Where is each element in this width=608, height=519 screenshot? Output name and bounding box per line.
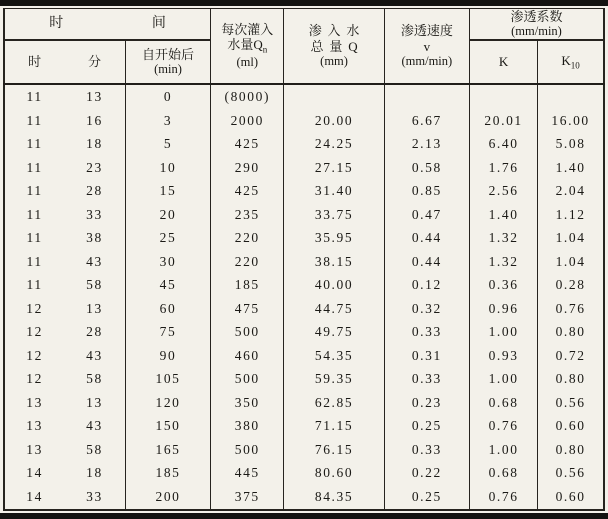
cell-since: 0	[125, 84, 210, 109]
cell-q: 24.25	[284, 133, 384, 156]
cell-qn: 460	[211, 344, 284, 367]
cell-minute: 43	[64, 344, 125, 367]
cell-k10: 1.40	[555, 159, 586, 175]
cell-k10	[538, 84, 604, 109]
cell-v	[384, 84, 469, 109]
cell-minute: 28	[64, 179, 125, 202]
cell-hour: 12	[26, 347, 43, 363]
cell-since: 150	[125, 414, 210, 437]
cell-hour: 11	[26, 183, 43, 199]
cell-k10: 0.56	[555, 394, 586, 410]
header-since-start: 自开始后 (min)	[125, 40, 210, 84]
cell-k: 1.40	[469, 203, 537, 226]
cell-qn: 185	[211, 273, 284, 296]
table-row	[4, 179, 604, 202]
cell-k10: 0.80	[555, 324, 586, 340]
cell-qn: 220	[211, 226, 284, 249]
cell-minute: 58	[64, 273, 125, 296]
cell-k10: 2.04	[555, 183, 586, 199]
cell-k: 1.76	[469, 156, 537, 179]
cell-v: 0.12	[384, 273, 469, 296]
cell-since: 3	[125, 109, 210, 132]
cell-minute: 33	[64, 485, 125, 510]
cell-q: 31.40	[284, 179, 384, 202]
cell-v: 0.85	[384, 179, 469, 202]
table-body	[4, 84, 604, 510]
cell-v: 0.33	[384, 367, 469, 390]
cell-k: 1.32	[469, 226, 537, 249]
cell-hour: 12	[26, 300, 43, 316]
cell-hour: 12	[26, 371, 43, 387]
cell-q: 33.75	[284, 203, 384, 226]
cell-hour: 11	[26, 253, 43, 269]
cell-k: 20.01	[469, 109, 537, 132]
cell-qn: 375	[211, 485, 284, 510]
cell-k: 2.56	[469, 179, 537, 202]
cell-q: 71.15	[284, 414, 384, 437]
cell-k10: 1.04	[555, 230, 586, 246]
cell-since: 200	[125, 485, 210, 510]
cell-v: 0.33	[384, 320, 469, 343]
cell-k: 0.36	[469, 273, 537, 296]
header-time-left: 时	[49, 15, 64, 31]
cell-q: 49.75	[284, 320, 384, 343]
cell-since: 25	[125, 226, 210, 249]
cell-qn: (8000)	[211, 84, 284, 109]
cell-q	[284, 84, 384, 109]
cell-minute: 58	[64, 367, 125, 390]
cell-hour: 12	[26, 324, 43, 340]
cell-since: 15	[125, 179, 210, 202]
header-hour: 时	[4, 40, 64, 84]
cell-since: 30	[125, 250, 210, 273]
cell-qn: 2000	[211, 109, 284, 132]
cell-v: 0.25	[384, 414, 469, 437]
cell-k10: 0.60	[555, 488, 586, 504]
cell-qn: 500	[211, 438, 284, 461]
cell-minute: 23	[64, 156, 125, 179]
cell-v: 0.25	[384, 485, 469, 510]
cell-q: 35.95	[284, 226, 384, 249]
cell-v: 0.23	[384, 391, 469, 414]
header-velocity: 渗透速度 v (mm/min)	[384, 9, 469, 85]
cell-qn: 500	[211, 320, 284, 343]
infiltration-data-table	[3, 8, 605, 511]
cell-since: 60	[125, 297, 210, 320]
cell-v: 2.13	[384, 133, 469, 156]
cell-v: 0.33	[384, 438, 469, 461]
cell-q: 84.35	[284, 485, 384, 510]
cell-q: 40.00	[284, 273, 384, 296]
cell-since: 105	[125, 367, 210, 390]
table-row	[4, 226, 604, 249]
cell-qn: 290	[211, 156, 284, 179]
cell-k: 1.00	[469, 367, 537, 390]
table-row	[4, 344, 604, 367]
cell-minute: 43	[64, 250, 125, 273]
cell-qn: 425	[211, 179, 284, 202]
table-row	[4, 414, 604, 437]
cell-k10: 1.04	[555, 253, 586, 269]
cell-hour: 14	[26, 465, 43, 481]
cell-hour: 11	[26, 277, 43, 293]
cell-k: 1.00	[469, 320, 537, 343]
table-row	[4, 133, 604, 156]
cell-k10: 0.56	[555, 465, 586, 481]
cell-v: 0.32	[384, 297, 469, 320]
table-row	[4, 250, 604, 273]
cell-k10: 0.80	[555, 371, 586, 387]
cell-since: 20	[125, 203, 210, 226]
cell-q: 80.60	[284, 461, 384, 484]
cell-since: 165	[125, 438, 210, 461]
cell-k10: 0.76	[555, 300, 586, 316]
cell-minute: 13	[64, 84, 125, 109]
cell-hour: 11	[26, 230, 43, 246]
cell-q: 54.35	[284, 344, 384, 367]
cell-q: 44.75	[284, 297, 384, 320]
header-time-group	[4, 9, 211, 41]
cell-k10: 0.80	[555, 441, 586, 457]
cell-qn: 445	[211, 461, 284, 484]
header-q-total: 渗入水 总量Q (mm)	[284, 9, 384, 85]
table-row	[4, 438, 604, 461]
cell-k: 0.68	[469, 391, 537, 414]
cell-since: 185	[125, 461, 210, 484]
cell-qn: 425	[211, 133, 284, 156]
cell-v: 0.22	[384, 461, 469, 484]
cell-qn: 500	[211, 367, 284, 390]
cell-hour: 13	[26, 418, 43, 434]
cell-k: 6.40	[469, 133, 537, 156]
table-row	[4, 297, 604, 320]
cell-hour: 11	[26, 206, 43, 222]
cell-since: 45	[125, 273, 210, 296]
cell-v: 0.31	[384, 344, 469, 367]
cell-k: 0.76	[469, 485, 537, 510]
cell-minute: 18	[64, 133, 125, 156]
cell-q: 59.35	[284, 367, 384, 390]
table-header	[4, 9, 604, 85]
cell-k10: 1.12	[555, 206, 586, 222]
cell-v: 0.44	[384, 250, 469, 273]
cell-k	[469, 84, 537, 109]
table-row	[4, 109, 604, 132]
cell-qn: 475	[211, 297, 284, 320]
cell-v: 0.58	[384, 156, 469, 179]
cell-k: 0.93	[469, 344, 537, 367]
cell-minute: 18	[64, 461, 125, 484]
table-row	[4, 273, 604, 296]
cell-v: 0.44	[384, 226, 469, 249]
cell-hour: 11	[26, 136, 43, 152]
cell-k: 1.32	[469, 250, 537, 273]
table-row	[4, 391, 604, 414]
table-row	[4, 203, 604, 226]
header-k10: $K_{10}$	[538, 40, 604, 84]
cell-since: 10	[125, 156, 210, 179]
cell-v: 0.47	[384, 203, 469, 226]
cell-minute: 28	[64, 320, 125, 343]
cell-minute: 38	[64, 226, 125, 249]
cell-k10: 0.28	[555, 277, 586, 293]
cell-k: 0.76	[469, 414, 537, 437]
cell-hour: 11	[26, 159, 43, 175]
table-row	[4, 320, 604, 343]
header-k-group: 渗透系数 (mm/min)	[469, 9, 604, 41]
cell-hour: 11	[26, 89, 43, 105]
cell-k: 1.00	[469, 438, 537, 461]
cell-k10: 0.72	[555, 347, 586, 363]
cell-k10: 0.60	[555, 418, 586, 434]
cell-q: 76.15	[284, 438, 384, 461]
header-qn: 每次灌入 水量$Q_n$ (ml)	[211, 9, 284, 85]
table-row	[4, 461, 604, 484]
header-minute: 分	[64, 40, 125, 84]
cell-qn: 220	[211, 250, 284, 273]
cell-since: 120	[125, 391, 210, 414]
cell-minute: 13	[64, 297, 125, 320]
cell-k10: 5.08	[555, 136, 586, 152]
cell-since: 5	[125, 133, 210, 156]
cell-k10: 16.00	[551, 112, 590, 128]
cell-hour: 13	[26, 441, 43, 457]
cell-minute: 16	[64, 109, 125, 132]
cell-v: 6.67	[384, 109, 469, 132]
table-row	[4, 84, 604, 109]
cell-k: 0.68	[469, 461, 537, 484]
cell-hour: 14	[26, 488, 43, 504]
cell-q: 20.00	[284, 109, 384, 132]
table-row	[4, 367, 604, 390]
cell-since: 90	[125, 344, 210, 367]
cell-q: 62.85	[284, 391, 384, 414]
cell-k: 0.96	[469, 297, 537, 320]
table-row	[4, 485, 604, 510]
header-k: K	[469, 40, 537, 84]
cell-hour: 11	[26, 112, 43, 128]
cell-since: 75	[125, 320, 210, 343]
cell-minute: 43	[64, 414, 125, 437]
cell-minute: 58	[64, 438, 125, 461]
cell-q: 27.15	[284, 156, 384, 179]
cell-hour: 13	[26, 394, 43, 410]
cell-q: 38.15	[284, 250, 384, 273]
cell-qn: 380	[211, 414, 284, 437]
header-time-right: 间	[151, 15, 166, 31]
cell-qn: 350	[211, 391, 284, 414]
cell-qn: 235	[211, 203, 284, 226]
cell-minute: 33	[64, 203, 125, 226]
cell-minute: 13	[64, 391, 125, 414]
table-row	[4, 156, 604, 179]
